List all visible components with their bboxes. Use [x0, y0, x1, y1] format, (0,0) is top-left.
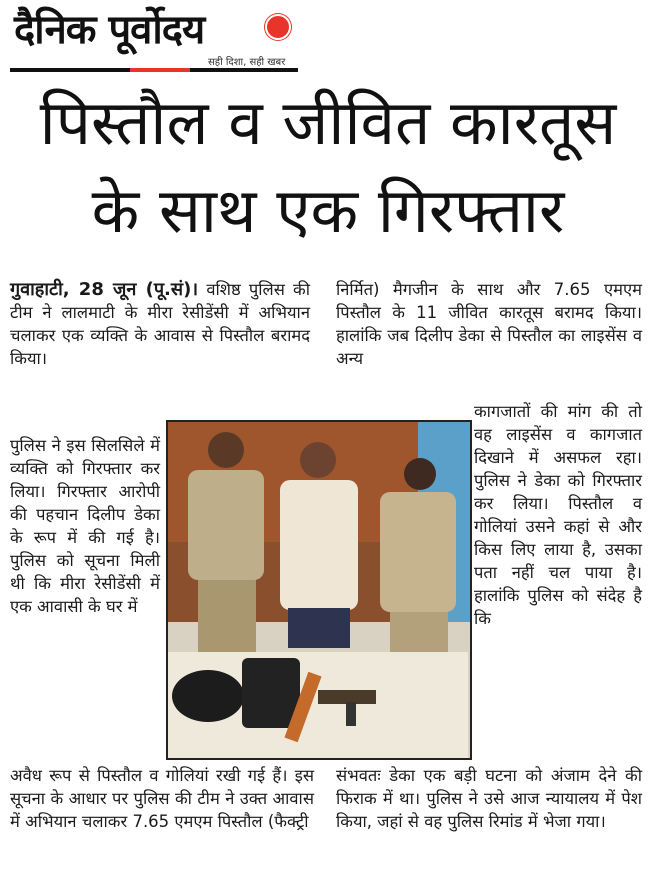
headline-line-1: पिस्तौल व जीवित कारतूस: [39, 86, 617, 159]
article-text-5: कागजातों की मांग की तो वह लाइसेंस व कागजात दिखाने में असफल रहा। पुलिस ने डेका को गिरफ्तार कर लिया। पिस्तौल व गोलियां उसने कहां से और किस लिए लाया है, उसका पता नहीं चल पाया है। हालांकि पुलिस को संदेह है कि: [474, 402, 642, 628]
headline-line-2: के साथ एक गिरफ्तार: [91, 174, 565, 247]
masthead-title: दैनिक पूर्वोदय: [14, 7, 205, 53]
arrest-photo: [166, 420, 472, 760]
brand-dot-icon: [265, 14, 291, 40]
article-text-2: पुलिस ने इस सिलसिले में व्यक्ति को गिरफ्तार कर लिया। गिरफ्तार आरोपी की पहचान दिलीप डेका के रूप में की गई है। पुलिस को सूचना मिली थी कि मीरा रेसीडेंसी में एक आवासी के घर में: [10, 436, 160, 616]
article-col1-top: [10, 278, 310, 370]
article-text-1: वशिष्ठ पुलिस की टीम ने लालमाटी के मीरा रेसीडेंसी में अभियान चलाकर एक व्यक्ति के आवास से पिस्तौल बरामद किया।: [10, 280, 311, 368]
article-col2-mid: [474, 400, 642, 630]
article-text-4: निर्मित) मैगजीन के साथ और 7.65 एमएम पिस्तौल के 11 जीवित कारतूस बरामद किया। हालांकि जब दिलीप डेका से पिस्तौल का लाइसेंस व अन्य: [336, 280, 642, 368]
article-col2-bottom: [336, 764, 642, 833]
dateline: गुवाहाटी, 28 जून (पू.सं)।: [10, 279, 199, 300]
masthead-red-rule: [130, 68, 190, 72]
article-text-6: संभवतः डेका एक बड़ी घटना को अंजाम देने की फिराक में था। पुलिस ने उसे आज न्यायालय में पेश किया, जहां से वह पुलिस रिमांड में भेजा गया।: [336, 766, 642, 831]
masthead: [10, 4, 300, 70]
article-col2-top: [336, 278, 642, 370]
masthead-tagline: सही दिशा, सही खबर: [208, 57, 286, 68]
article-text-3: अवैध रूप से पिस्तौल व गोलियां रखी गई हैं। इस सूचना के आधार पर पुलिस की टीम ने उक्त आवास में अभियान चलाकर 7.65 एमएम पिस्तौल (फैक्ट्री: [10, 766, 314, 831]
article-col1-mid: [10, 434, 160, 618]
photo-illustration: [168, 422, 470, 758]
article-col1-bottom: [10, 764, 314, 833]
